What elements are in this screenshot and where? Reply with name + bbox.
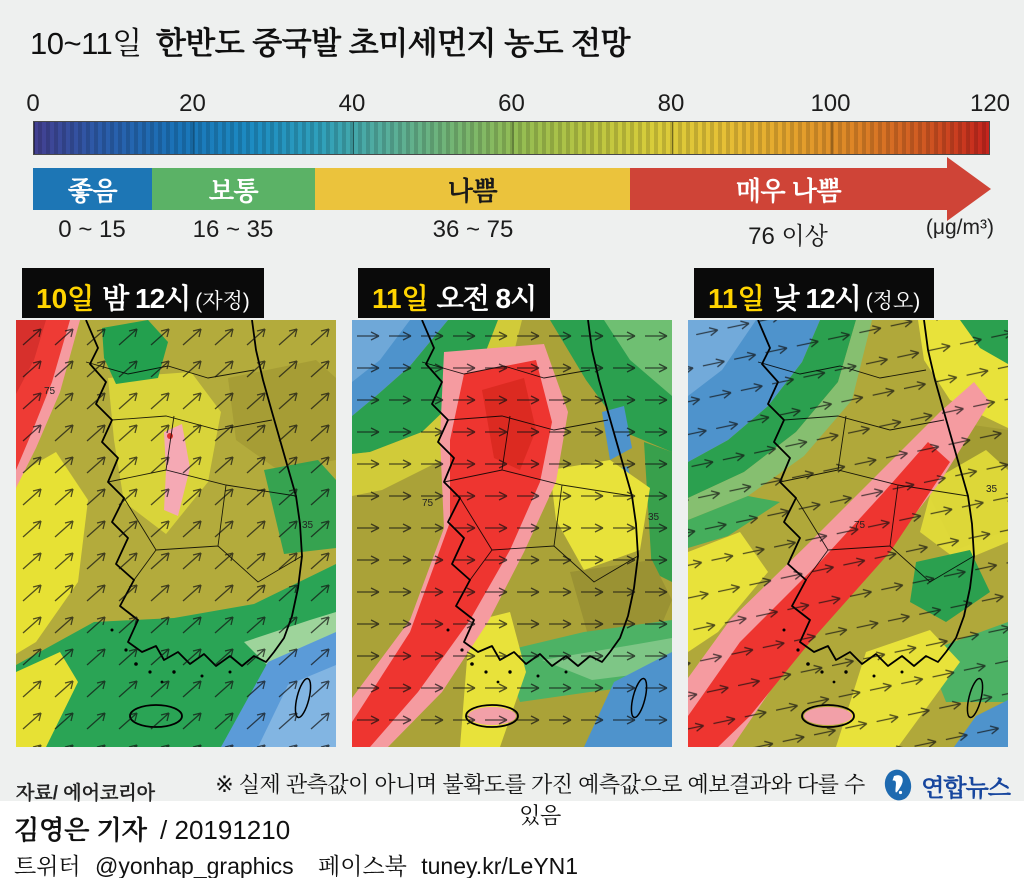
map-panel-1 [16,268,336,747]
scale-tick: 120 [969,90,1011,117]
scale-tick: 80 [657,90,685,117]
title-main-text: 한반도 중국발 초미세먼지 농도 전망 [155,26,630,61]
wind-arrows [688,320,1008,747]
map-panel-2 [352,268,672,747]
title-date-range: 10~11일 [30,26,142,61]
map-panel-3 [688,268,1008,747]
wind-arrows [16,320,336,747]
panel-note: (자정) [195,290,250,313]
disclaimer-text: ※ 실제 관측값이 아니며 불확도를 가진 예측값으로 예보결과와 다를 수 있음 [215,772,865,828]
yonhap-logo-icon [880,766,916,804]
category-ranges [33,216,994,250]
range-moderate: 16 ~ 35 [192,216,274,243]
panel-day: 10일 [36,283,95,314]
facebook-label: 페이스북 [317,853,407,878]
forecast-map-noon [688,320,1008,747]
social-links [14,848,586,878]
category-very-bad: 매우 나쁨 [630,168,947,210]
twitter-label: 트위터 [14,853,81,878]
scale-tick: 0 [26,90,40,117]
concentration-scale [26,90,1011,155]
agency-name: 연합뉴스 [921,774,1010,802]
panel-time: 밤 12시 [102,283,191,314]
panel-day: 11일 [372,283,429,314]
category-moderate: 보통 [152,168,315,210]
range-bad: 36 ~ 75 [432,216,514,243]
scale-tick: 20 [179,90,206,117]
scale-tick: 100 [810,90,851,117]
page-title [30,18,630,63]
map-panel-1-title [22,268,264,318]
unit-label: (μg/m³) [925,216,994,239]
facebook-link[interactable]: tuney.kr/LeYN1 [421,853,579,878]
forecast-map-midnight [16,320,336,747]
scale-tick: 60 [498,90,525,117]
byline [14,810,290,847]
panel-time: 낮 12시 [772,283,861,314]
panel-time: 오전 8시 [436,283,537,314]
category-bar [33,168,990,210]
map-panel-3-title [694,268,934,318]
scale-tick-row [26,90,1011,118]
panel-day: 11일 [708,283,765,314]
data-source: 자료/ 에어코리아 [16,783,156,804]
scale-tick: 40 [338,90,366,117]
range-good: 0 ~ 15 [58,216,126,243]
wind-arrows [352,320,672,747]
category-legend [33,168,994,250]
forecast-map-morning [352,320,672,747]
publish-date: / 20191210 [160,815,291,845]
map-panel-2-title [358,268,550,318]
yonhap-logo [880,766,1010,804]
range-very-bad: 76 이상 [748,223,828,250]
category-bad: 나쁨 [315,168,630,210]
arrow-right-icon [947,157,991,221]
category-good: 좋음 [33,168,152,210]
panel-note: (정오) [865,290,921,313]
color-gradient-bar [33,121,990,155]
twitter-handle[interactable]: @yonhap_graphics [95,853,294,878]
reporter-name: 김영은 기자 [14,815,147,845]
